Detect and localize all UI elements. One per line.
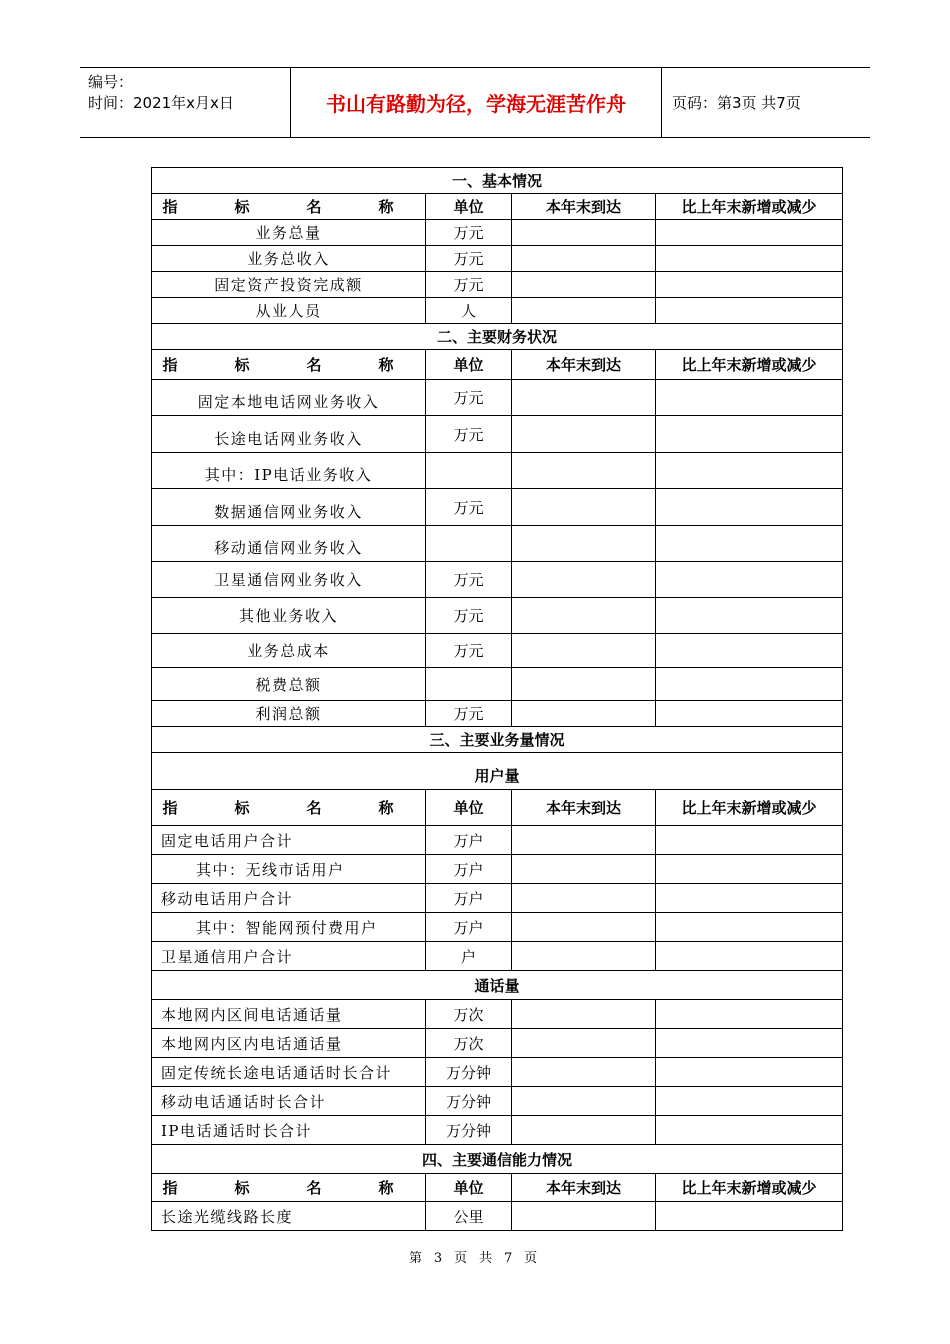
table-row: 长途光缆线路长度 公里 <box>152 1202 843 1231</box>
page-header <box>80 67 870 138</box>
col-header-name: 指 标 名 称 <box>152 194 426 220</box>
table-row: 税费总额 <box>152 668 843 701</box>
section-title-business: 三、主要业务量情况 <box>152 727 843 753</box>
header-meta <box>80 68 291 137</box>
column-header-row: 指 标 名 称 单位 本年末到达 比上年末新增或减少 <box>152 1174 843 1202</box>
column-header-row: 指 标 名 称 单位 本年末到达 比上年末新增或减少 <box>152 350 843 380</box>
col-header-change: 比上年末新增或减少 <box>656 194 843 220</box>
section-title-finance: 二、主要财务状况 <box>152 324 843 350</box>
table-row: 移动通信网业务收入 <box>152 526 843 562</box>
section-title-capacity: 四、主要通信能力情况 <box>152 1145 843 1174</box>
table-row: 卫星通信用户合计 户 <box>152 942 843 971</box>
table-row: 其中：智能网预付费用户 万户 <box>152 913 843 942</box>
table-row: 本地网内区间电话通话量 万次 <box>152 1000 843 1029</box>
table-row: 固定传统长途电话通话时长合计 万分钟 <box>152 1058 843 1087</box>
header-page-info: 页码：第3页 共7页 <box>672 94 801 112</box>
table-row: 长途电话网业务收入 万元 <box>152 416 843 453</box>
statistics-table <box>151 167 843 1231</box>
table-row: 移动电话用户合计 万户 <box>152 884 843 913</box>
table-row: 利润总额 万元 <box>152 701 843 727</box>
table-row: 从业人员 人 <box>152 298 843 324</box>
table-row: 卫星通信网业务收入 万元 <box>152 562 843 598</box>
table-row: 固定资产投资完成额 万元 <box>152 272 843 298</box>
section-title-basic: 一、基本情况 <box>152 168 843 194</box>
col-header-unit: 单位 <box>426 194 512 220</box>
table-row: 其他业务收入 万元 <box>152 598 843 634</box>
document-date: 时间：2021年x月x日 <box>88 94 234 112</box>
page-footer: 第 3 页 共 7 页 <box>408 1251 542 1266</box>
subsection-title-calls: 通话量 <box>152 971 843 1000</box>
table-row: 固定本地电话网业务收入 万元 <box>152 380 843 416</box>
table-row: IP电话通话时长合计 万分钟 <box>152 1116 843 1145</box>
table-row: 业务总量 万元 <box>152 220 843 246</box>
column-header-row: 指 标 名 称 单位 本年末到达 比上年末新增或减少 <box>152 790 843 826</box>
document-number: 编号： <box>88 73 134 91</box>
col-header-current: 本年末到达 <box>512 194 656 220</box>
table-row: 业务总收入 万元 <box>152 246 843 272</box>
column-header-row <box>152 194 843 220</box>
table-row: 业务总成本 万元 <box>152 634 843 668</box>
table-row: 移动电话通话时长合计 万分钟 <box>152 1087 843 1116</box>
table-row: 其中：IP电话业务收入 <box>152 453 843 489</box>
table-row: 本地网内区内电话通话量 万次 <box>152 1029 843 1058</box>
table-row: 固定电话用户合计 万户 <box>152 826 843 855</box>
table-row: 数据通信网业务收入 万元 <box>152 489 843 526</box>
subsection-title-users: 用户量 <box>152 753 843 790</box>
table-row: 其中：无线市话用户 万户 <box>152 855 843 884</box>
header-motto: 书山有路勤为径，学海无涯苦作舟 <box>291 68 662 137</box>
